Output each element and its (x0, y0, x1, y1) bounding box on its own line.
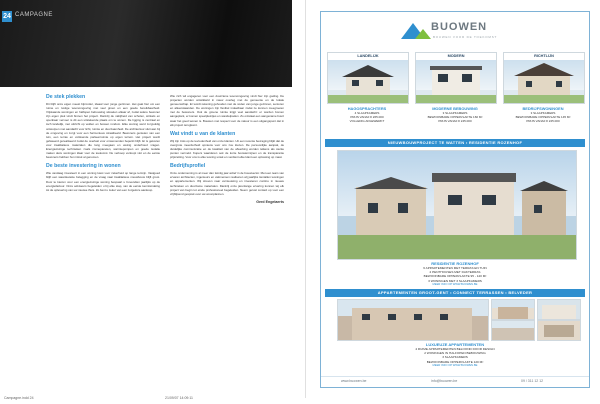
article-paragraph: Wie zich wil engageren voor een duurzame woonomgeving vindt hier zijn gading. De projecten worden ontwikkeld in nauw overleg met de gemeente en de lokale gemeenschap. Er wordt rekening gehouden met de noden van jonge gezinnen, senioren en alleenstaanden. De woningen zijn flexibel indeelbaar zodat ze kunnen meegroeien met de bewoners. Ook de groene ruimte krijgt veel aandacht: er worden bomen aangeplant, er komen speelpleintjes en wandelpaden. Zo ontstaat een aangename buurt waar het goed wonen is. Bouwen met respect voor de natuur is een uitgangspunt dat in elk project terugkomt. (170, 94, 284, 127)
hero-photo (0, 0, 292, 87)
apartment-photo-thumb (537, 320, 581, 341)
apartments-name: LUXUEUZE APPARTEMENTEN (425, 342, 485, 347)
section-label: CAMPAGNE (15, 12, 53, 18)
advertisement (320, 11, 590, 388)
house-detail: VOLLEDIG AFGEWERKT (349, 119, 385, 123)
apartments-band: APPARTEMENTEN GROOT-GENT • CONNECT TERRASSEN • BELVEDER (325, 289, 585, 297)
page-number: 24 (3, 13, 11, 20)
house-detail: 3 SLAAPKAMERS (530, 111, 556, 115)
house-photo-modern (415, 52, 497, 104)
house-detail: BEWOONBARE OPPERVLAKTE 160 M² (427, 115, 483, 119)
house-detail: 3 SLAAPKAMERS (442, 111, 468, 115)
house-info-2 (414, 106, 496, 123)
project-detail: 6 APPARTEMENTEN MET TERRAS EN TUIN (423, 266, 487, 270)
right-page (305, 0, 600, 398)
house-detail: 4 SLAAPKAMERS (354, 111, 380, 115)
article-paragraph: Wij zijn trots op de tevredenheid van onze klanten. Uit een recente bevraging blijkt dat de overgrote meerderheid opnieuw voor ons zou kiezen. De persoonlijke aanpak, de duidelijke communicatie en de kwaliteit van de afwerking worden telkens als sterke punten vermeld. Kopers waarderen ook de korte bouwtermijnen en de transparante prijszetting. Voor ons is elke woning uniek en verdient elke klant een oplossing op maat. (170, 138, 284, 160)
house-photo-landelijk (327, 52, 409, 104)
article-paragraph: Wie vandaag investeert in een woning kiest voor zekerheid op lange termijn. Vastgoed blijft een waardevaste belegging en de vraag naar kwalitatieve nieuwbouw blijft groot. Door te kiezen voor een energiezuinige woning bespaart u bovendien jaarlijks op de energiefactuur. Onze adviseurs begeleiden u bij elke stap, van de eerste kennismaking tot de oplevering van uw nieuwe thuis. Zo bent u zeker van een zorgeloze aankoop. (46, 171, 160, 192)
article-heading: Bedrijfsprofiel (170, 163, 206, 170)
house-detail: PRIJS VANAF € 225.000 (526, 119, 560, 123)
apartments-detail: 3 SLAAPKAMERS (442, 355, 468, 360)
house-name: MODERNE BEBOUWING (432, 106, 478, 111)
house-info-3 (502, 106, 584, 123)
house-tag: MODERN (416, 53, 496, 60)
article-author: Gerd Engelaerts (256, 199, 284, 204)
left-page (0, 0, 292, 398)
project-info (325, 261, 585, 287)
apartments-detail: 4 RUIME APPARTEMENTEN BELOOND DOOR DESIGN (415, 347, 495, 351)
house-name: HAGOSPRACHTERS (347, 106, 387, 111)
project-band: NIEUWBOUWPROJECT TE WATTEN • RESIDENTIE ROZENHOF (325, 139, 585, 147)
article-heading: De beste investering in wonen (46, 163, 121, 170)
email-link[interactable]: info@buowen.be (431, 379, 458, 383)
apartment-photo-thumb (491, 320, 535, 341)
house-detail: PRIJS VANAF € 245.000 (438, 119, 472, 123)
project-name: RESIDENTIE ROZENHOF (431, 261, 479, 266)
project-photo (337, 150, 577, 260)
apartment-photo-thumb (537, 299, 581, 320)
house-tag: RICHTLIJN (504, 53, 584, 60)
logo-wordmark: BUOWEN (431, 21, 488, 33)
article-heading: Wat vindt u van de klanten (170, 130, 236, 137)
house-tag: LANDELIJK (328, 53, 408, 60)
ad-footer (321, 376, 589, 387)
article-heading: De stek plekken (46, 94, 86, 100)
article-column-1 (46, 94, 160, 386)
article-paragraph: Dit blijft onze eigen meest bijzonder, ideaal voor jonge gezinnen. Het gaat hier om een ruime en rustige woonomgeving met veel groen en een goede bereikbaarheid. Vrijstaande woningen en halfopen bebouwing wisselen elkaar af, zodat iedere bewoner zijn eigen plek vindt binnen het project. Dankzij de nabijheid van scholen, winkels en openbaar vervoer is dit een uitstekende plaats om te wonen. De ligging is centraal en toch landelijk, met uitzicht op velden en bossen rondom. Elke woning werd zorgvuldig ontworpen met aandacht voor licht, ruimte en duurzaamheid. De architectuur sluit aan bij de omgeving en zorgt voor een harmonieus straatbeeld. Bewoners genieten van een tuin, een terras en voldoende parkeerruimte op eigen terrein. Het project wordt gefaseerd gerealiseerd zodat de overlast voor omwonenden beperkt blijft. Er is gekozen voor kwalitatieve materialen die lang meegaan en weinig onderhoud vragen. Energiezuinige technieken zoals zonnepanelen, warmtepompen en goede isolatie maken deze woningen klaar voor de toekomst. De verkoop verloopt vlot en de eerste bewoners hebben hun intrek al genomen. (46, 102, 160, 160)
right-file-label: 21/09/07 14:09:11 (165, 396, 193, 400)
apartment-photo-main (337, 299, 489, 341)
apartments-detail: 2 WONINGEN IN HALFOPEN BEBOUWING (424, 351, 486, 356)
phone-number: 09 / 311 12 12 (521, 379, 544, 383)
article-column-2 (170, 94, 284, 386)
project-detail: BEWOONBARE OPPERVLAKTE 95 - 140 M² (423, 274, 487, 279)
apartment-photo-thumb (491, 299, 535, 320)
apartments-info (325, 342, 585, 368)
house-photo-richtlijn (503, 52, 585, 104)
apartments-detail: BEWOONBARE OPPERVLAKTE 120 M² (426, 359, 484, 364)
project-link[interactable]: MEER INFO OP WWW.BUOWEN.BE (432, 282, 478, 286)
project-detail: 2 PENTHOUSES MET DAKTERRAS (429, 270, 481, 275)
logo-tagline: BOUWEN VOOR DE TOEKOMST (433, 35, 498, 39)
house-name: BEDRIJFSWONINGEN (522, 106, 564, 111)
house-detail: PRIJS VANAF € 265.000 (350, 115, 384, 119)
left-file-label: Campagne.indd 24 (4, 396, 34, 400)
article-columns (46, 94, 284, 386)
article-paragraph: Onze onderneming is al meer dan twintig jaar actief in de bouwsector. Met een team van ervaren architecten, ingenieurs en vakmensen realiseren wij jaarlijks tientallen woningen en appartementen. Wij streven naar vernieuwing en investeren continu in nieuwe technieken en duurzame materialen. Dankzij onze jarenlange ervaring kunnen wij elk project van begin tot einde professioneel begeleiden. Neem gerust contact op voor een vrijblijvend gesprek over uw woonplannen. (170, 171, 284, 196)
house-info-1 (326, 106, 408, 123)
website-link[interactable]: www.buowen.be (341, 379, 367, 383)
apartments-link[interactable]: MEER INFO OP WWW.BUOWEN.BE (432, 363, 478, 367)
project-detail: 3 WONINGEN MET 3 SLAAPKAMERS (428, 278, 482, 283)
house-detail: BEWOONBARE OPPERVLAKTE 145 M² (515, 115, 571, 119)
